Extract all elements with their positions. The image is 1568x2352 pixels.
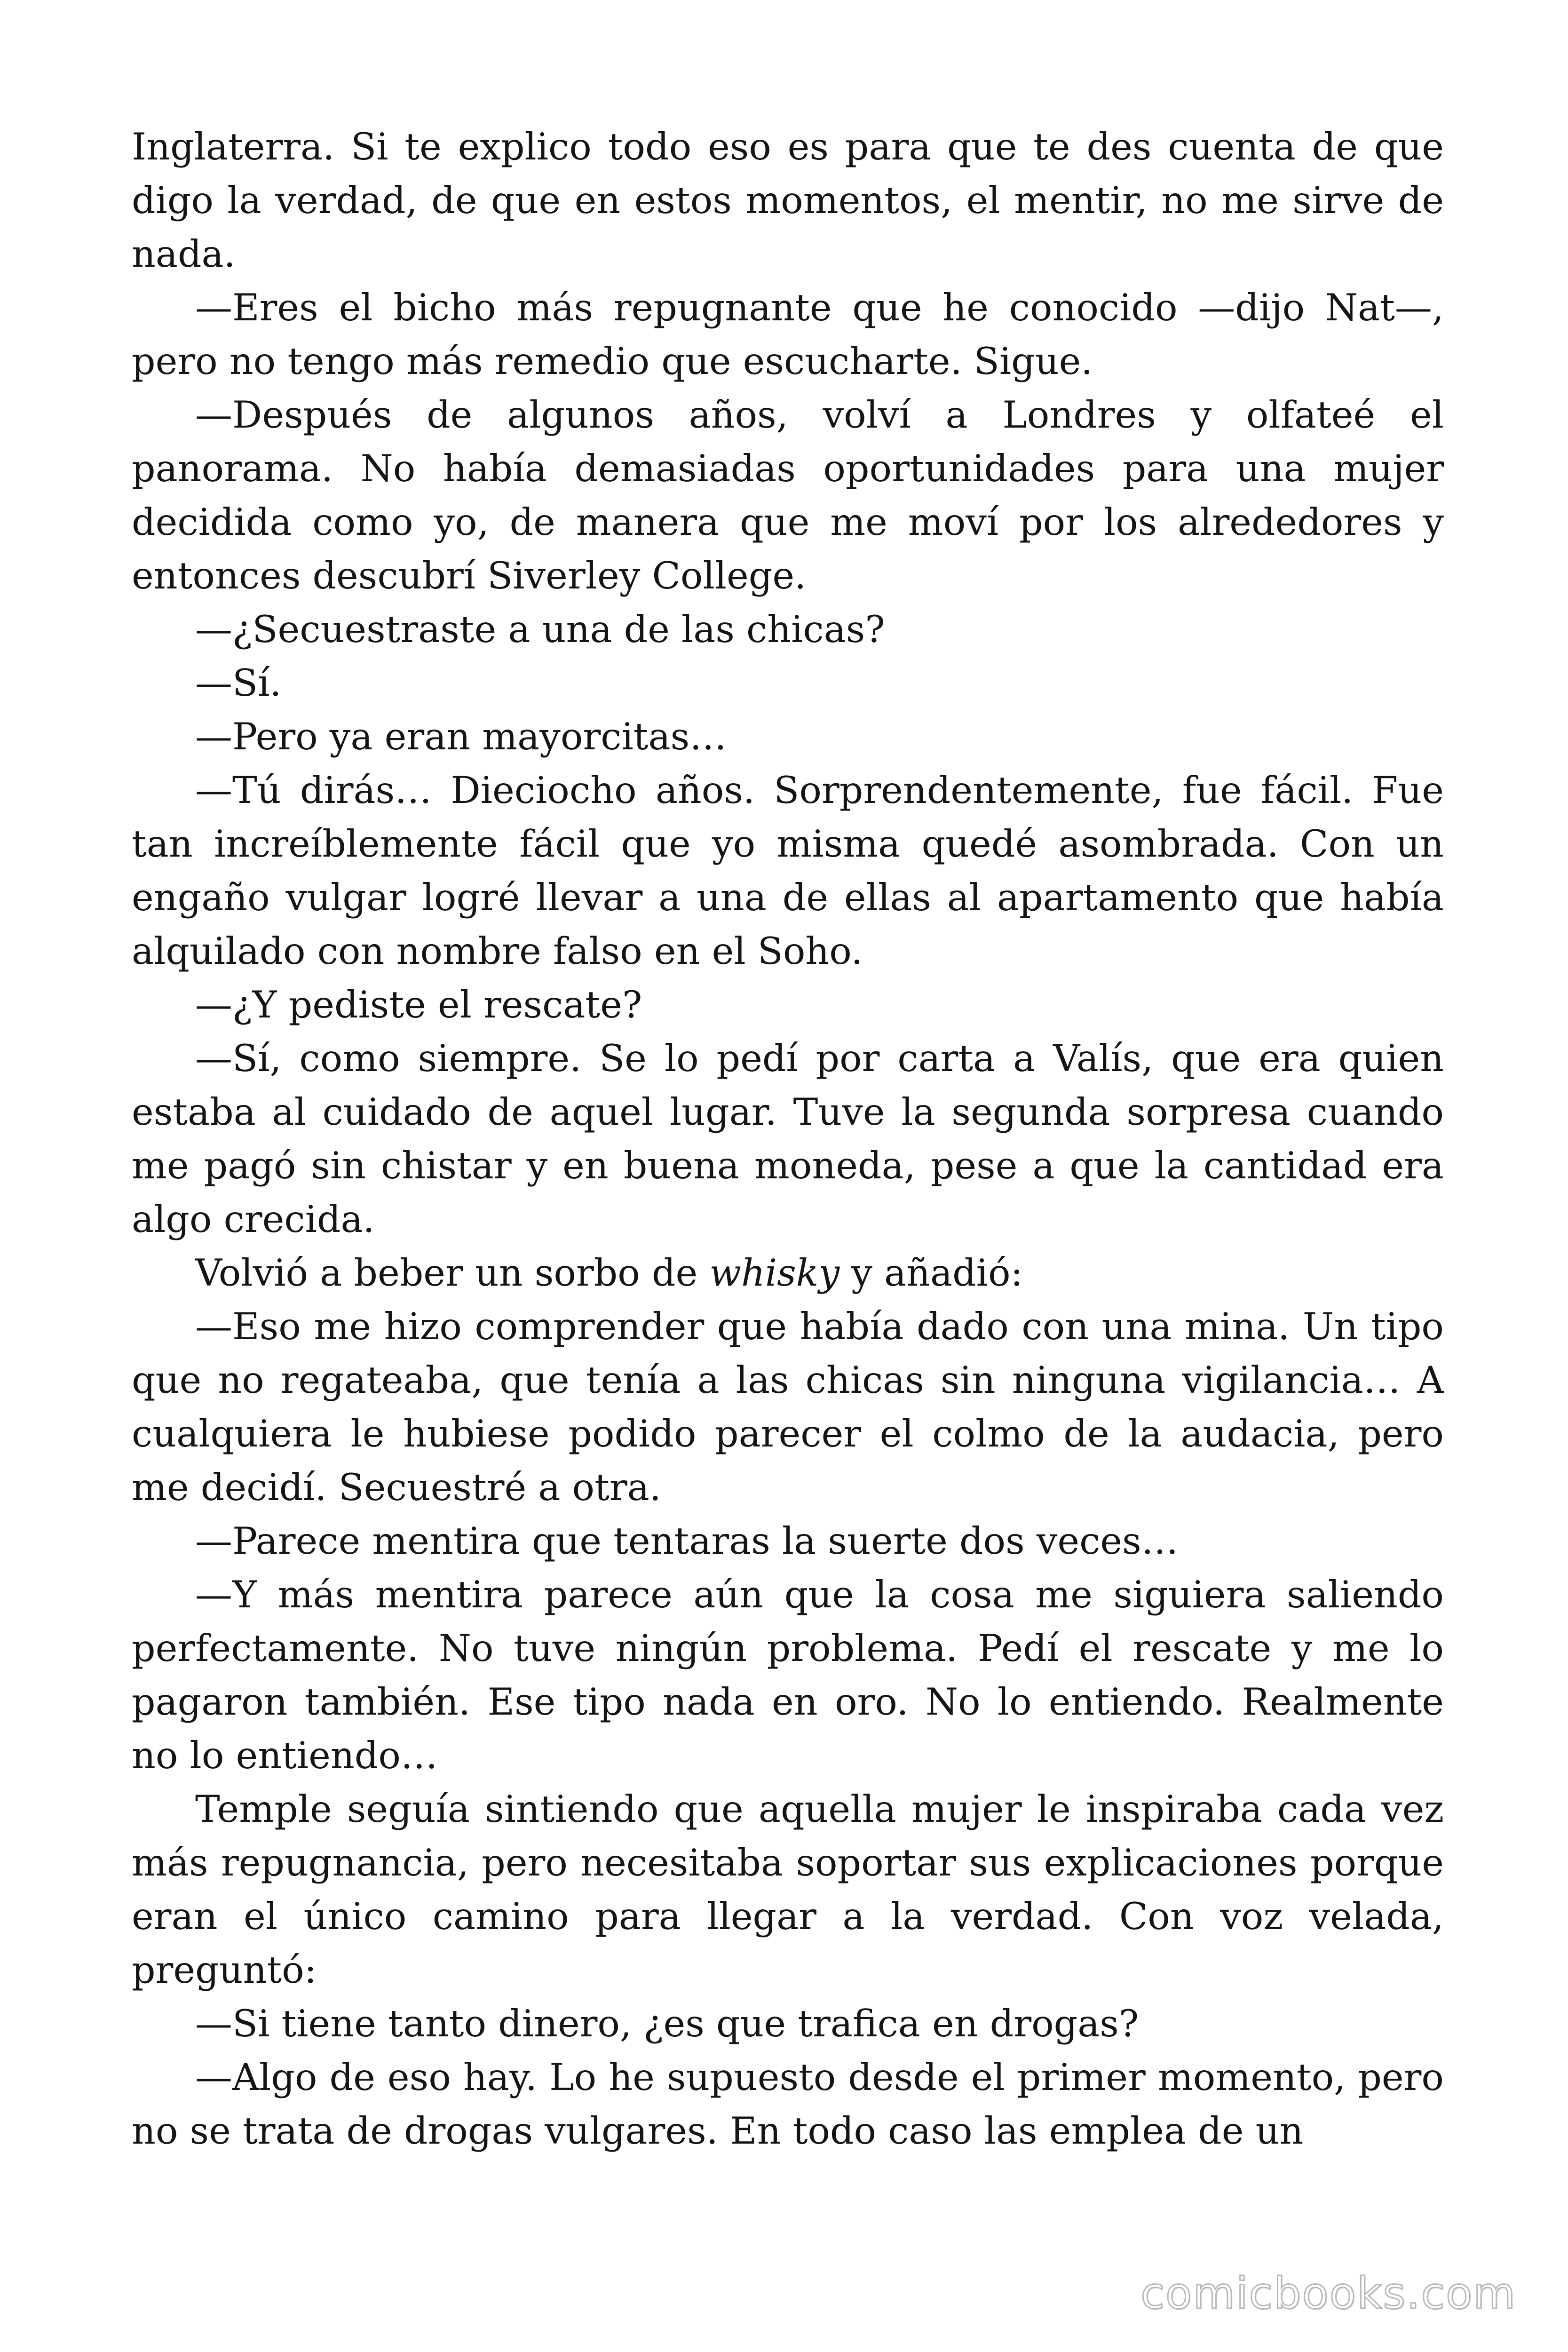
paragraph-1: Inglaterra. Si te explico todo eso es para que te des cuenta de que digo la verdad, de que en estos momentos, el mentir, no me sirve de nada.: [132, 125, 1444, 276]
paragraph-14: Temple seguía sintiendo que aquella mujer le inspiraba cada vez más repugnancia, pero necesitaba soportar sus explicaciones porque eran el único camino para llegar a la verdad. Con voz velada, preguntó:: [132, 1788, 1444, 1992]
paragraph-8: —¿Y pediste el rescate?: [195, 983, 642, 1026]
paragraph-3: —Después de algunos años, volví a Londres y olfateé el panorama. No había demasiadas oportunidades para una mujer decidida como yo, de manera que me moví por los alrededores y entonces descubrí Siverley College.: [132, 393, 1444, 597]
paragraph-7: —Tú dirás… Dieciocho años. Sorprendentemente, fue fácil. Fue tan increíblemente fácil que yo misma quedé asombrada. Con un engaño vulgar logré llevar a una de ellas al apartamento que había alquilado con nombre falso en el Soho.: [132, 769, 1444, 973]
paragraph-12: —Parece mentira que tentaras la suerte dos veces…: [195, 1519, 1179, 1563]
paragraph-13: —Y más mentira parece aún que la cosa me siguiera saliendo perfectamente. No tuve ningún problema. Pedí el rescate y me lo pagaron también. Ese tipo nada en oro. No lo entiendo. Realmente no lo entiendo…: [132, 1573, 1444, 1777]
paragraph-10-italic: whisky: [709, 1251, 840, 1295]
paragraph-5: —Sí.: [195, 661, 282, 705]
watermark: comicbooks.com: [1140, 2268, 1516, 2319]
paragraph-10: [132, 1246, 1444, 1300]
paragraph-11: —Eso me hizo comprender que había dado con una mina. Un tipo que no regateaba, que tenía a las chicas sin ninguna vigilancia… A cualquiera le hubiese podido parecer el colmo de la audacia, pero me decidí. Secuestré a otra.: [132, 1305, 1444, 1509]
book-page-text: [132, 120, 1444, 2158]
paragraph-2: —Eres el bicho más repugnante que he conocido —dijo Nat—, pero no tengo más remedio que escucharte. Sigue.: [132, 286, 1444, 383]
paragraph-6: —Pero ya eran mayorcitas…: [195, 715, 727, 758]
paragraph-9: —Sí, como siempre. Se lo pedí por carta a Valís, que era quien estaba al cuidado de aquel lugar. Tuve la segunda sorpresa cuando me pagó sin chistar y en buena moneda, pese a que la cantidad era algo crecida.: [132, 1037, 1444, 1241]
paragraph-15: —Si tiene tanto dinero, ¿es que trafica en drogas?: [195, 2002, 1139, 2045]
paragraph-16: —Algo de eso hay. Lo he supuesto desde el primer momento, pero no se trata de drogas vulgares. En todo caso las emplea de un: [132, 2056, 1444, 2153]
paragraph-4: —¿Secuestraste a una de las chicas?: [195, 608, 885, 651]
paragraph-10-after: y añadió:: [839, 1251, 1023, 1295]
paragraph-10-before: Volvió a beber un sorbo de: [195, 1251, 710, 1295]
